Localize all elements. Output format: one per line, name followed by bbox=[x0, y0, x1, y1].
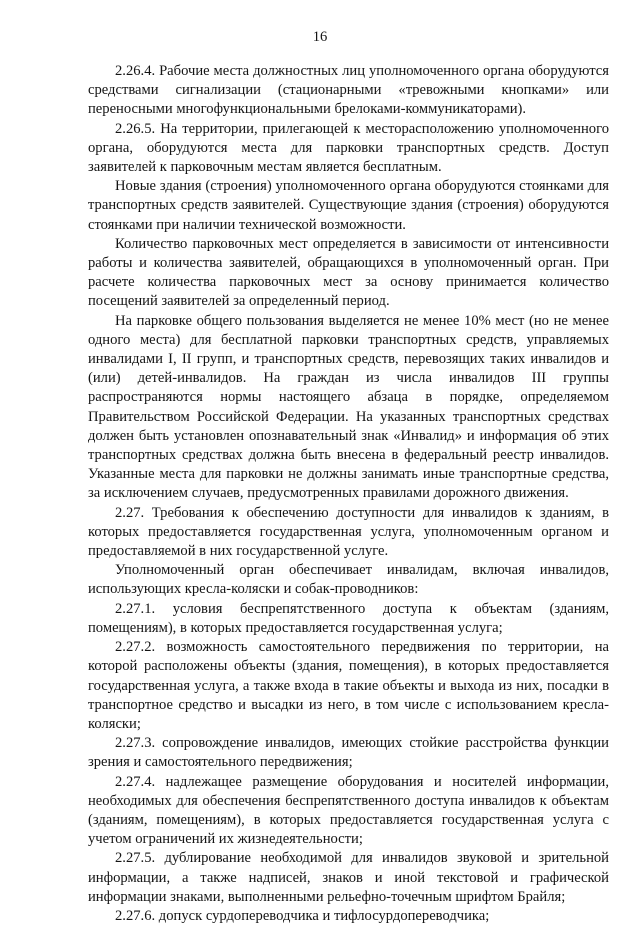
paragraph-2-27-3: 2.27.3. сопровождение инвалидов, имеющих стойкие расстройства функции зрения и самостоятельного передвижения; bbox=[88, 735, 609, 771]
paragraph-2-27-4: 2.27.4. надлежащее размещение оборудования и носителей информации, необходимых для обеспечения беспрепятственного доступа инвалидов к объектам (зданиям, помещениям), в которых предоставляется государственная услуга с учетом ограничений их жизнедеятельности; bbox=[88, 773, 609, 848]
paragraph-2-27: 2.27. Требования к обеспечению доступности для инвалидов к зданиям, в которых предоставляется государственная услуга, уполномоченным органом и предоставляемой в них государственной услуге. bbox=[88, 504, 609, 560]
paragraph-2-26-5: 2.26.5. На территории, прилегающей к месторасположению уполномоченного органа, оборудуются места для парковки транспортных средств. Доступ заявителей к парковочным местам является бесплатным. bbox=[88, 120, 609, 176]
paragraph-2-27-1: 2.27.1. условия беспрепятственного доступа к объектам (зданиям, помещениям), в которых предоставляется государственная услуга; bbox=[88, 600, 609, 636]
paragraph-parking-count: Количество парковочных мест определяется в зависимости от интенсивности работы и количества заявителей, обращающихся в уполномоченный орган. При расчете количества парковочных мест за основу принимается количество посещений заявителей за определенный период. bbox=[88, 235, 609, 310]
paragraph-authority-provides: Уполномоченный орган обеспечивает инвалидам, включая инвалидов, использующих кресла-коляски и собак-проводников: bbox=[88, 562, 609, 598]
paragraph-disabled-parking: На парковке общего пользования выделяется не менее 10% мест (но не менее одного места) для бесплатной парковки транспортных средств, управляемых инвалидами I, II групп, и транспортных средств, перевозящих таких инвалидов и (или) детей-инвалидов. На граждан из числа инвалидов III группы распространяются нормы настоящего абзаца в порядке, определяемом Правительством Российской Федерации. На указанных транспортных средствах должен быть установлен опознавательный знак «Инвалид» и информация об этих транспортных средствах должна быть внесена в федеральный реестр инвалидов. Указанные места для парковки не должны занимать иные транспортные средства, за исключением случаев, предусмотренных правилами дорожного движения. bbox=[88, 312, 609, 502]
paragraph-2-27-2: 2.27.2. возможность самостоятельного передвижения по территории, на которой расположены объекты (здания, помещения), в которых предоставляется государственная услуга, а также входа в такие объекты и выхода из них, посадки в транспортное средство и высадки из него, в том числе с использованием кресла-коляски; bbox=[88, 639, 609, 732]
paragraph-new-buildings: Новые здания (строения) уполномоченного органа оборудуются стоянками для транспортных средств заявителей. Существующие здания (строения) оборудуются стоянками при наличии технической возможности. bbox=[88, 178, 609, 233]
page-number: 16 bbox=[312, 29, 328, 45]
document-body bbox=[88, 62, 609, 926]
paragraph-2-26-4: 2.26.4. Рабочие места должностных лиц уполномоченного органа оборудуются средствами сигнализации (стационарными «тревожными кнопками» или переносными многофункциональными брелоками-коммуникаторами). bbox=[88, 63, 609, 118]
paragraph-2-27-6: 2.27.6. допуск сурдопереводчика и тифлосурдопереводчика; bbox=[115, 907, 490, 924]
paragraph-2-27-5: 2.27.5. дублирование необходимой для инвалидов звуковой и зрительной информации, а также надписей, знаков и иной текстовой и графической информации знаками, выполненными рельефно-точечным шрифтом Брайля; bbox=[88, 850, 609, 905]
